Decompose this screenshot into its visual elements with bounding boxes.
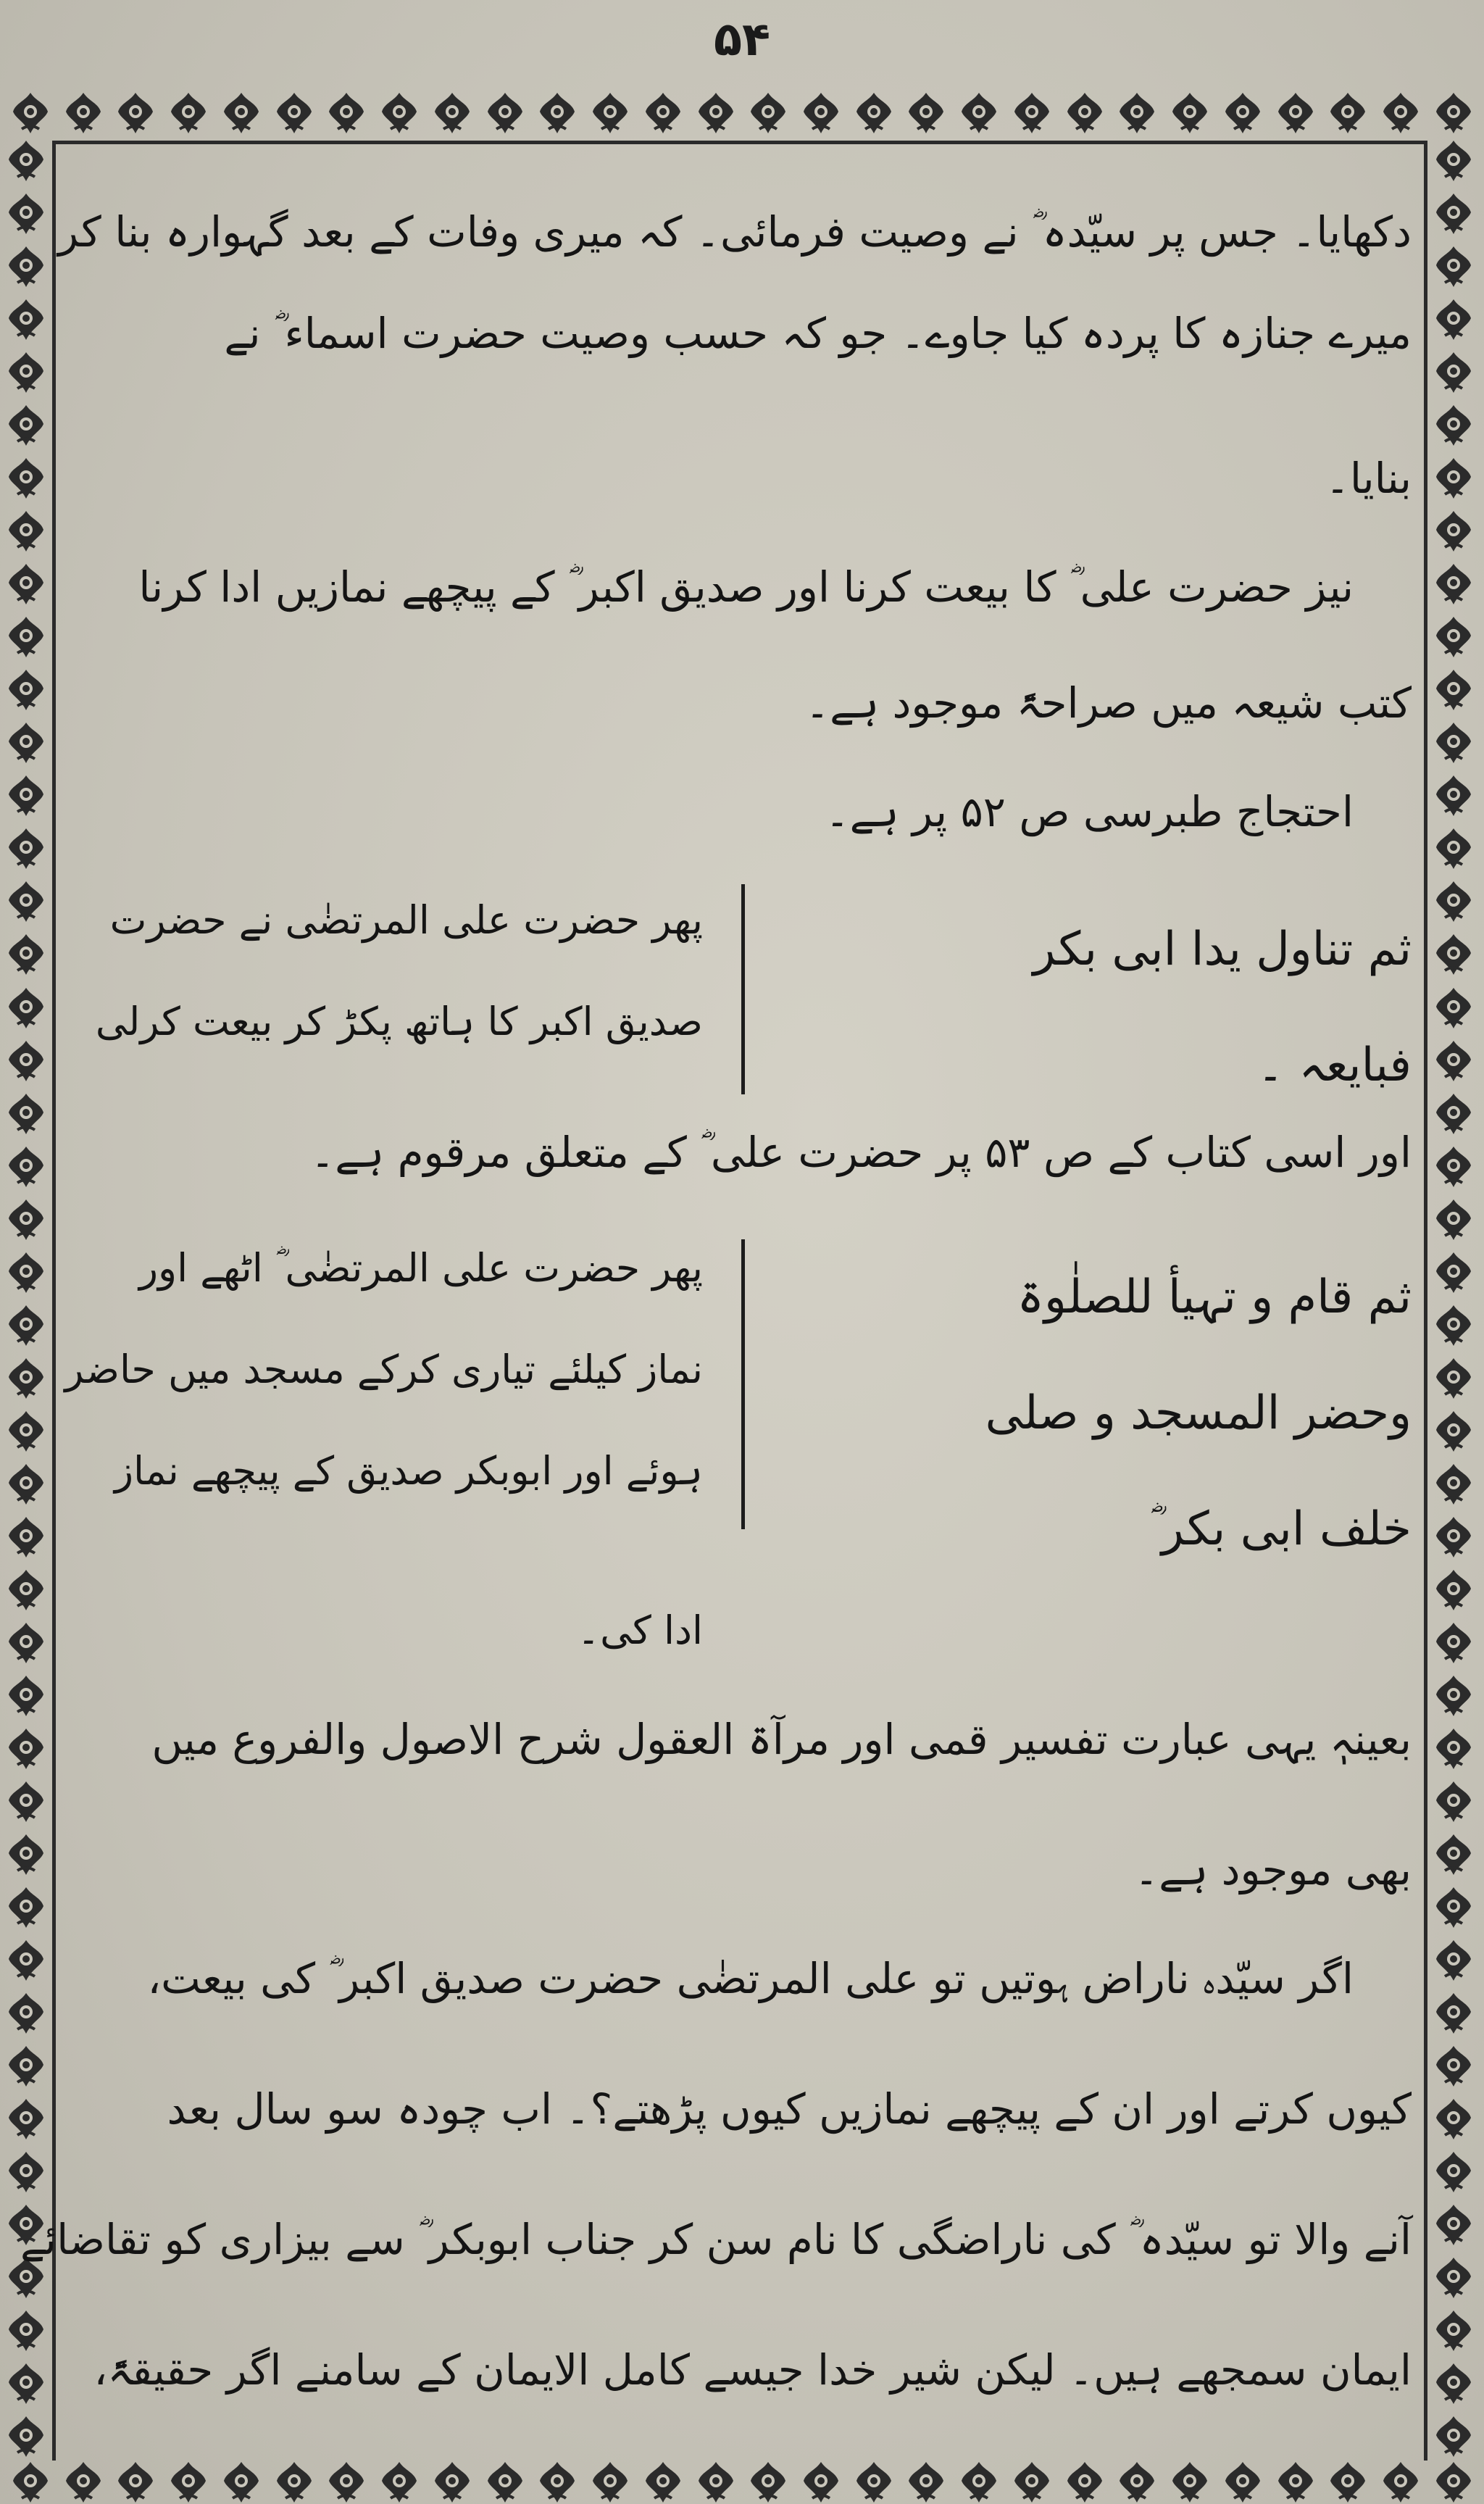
- flower-ornament-icon: [3, 1302, 49, 1349]
- quote-2-arabic-line-3: خلف ابی بکر ؓ: [1149, 1502, 1412, 1556]
- flower-ornament-icon: [851, 90, 897, 136]
- flower-ornament-icon: [271, 2461, 317, 2504]
- flower-ornament-icon: [1114, 90, 1160, 136]
- quote-2-divider: [741, 1239, 745, 1529]
- flower-ornament-icon: [1430, 455, 1477, 502]
- flower-ornament-icon: [1430, 2413, 1477, 2460]
- flower-ornament-icon: [3, 1408, 49, 1455]
- flower-ornament-icon: [1430, 2255, 1477, 2301]
- flower-ornament-icon: [112, 90, 159, 136]
- flower-ornament-icon: [3, 1937, 49, 1984]
- paragraph-1-line-3: بنایا۔: [1325, 454, 1412, 503]
- flower-ornament-icon: [693, 90, 739, 136]
- flower-ornament-icon: [1430, 1990, 1477, 2037]
- flower-ornament-icon: [3, 296, 49, 343]
- flower-ornament-icon: [112, 2461, 159, 2504]
- flower-ornament-icon: [3, 825, 49, 872]
- flower-ornament-icon: [1325, 90, 1371, 136]
- flower-ornament-icon: [1430, 1091, 1477, 1137]
- flower-ornament-icon: [3, 1249, 49, 1296]
- flower-ornament-icon: [1430, 667, 1477, 713]
- flower-ornament-icon: [1430, 825, 1477, 872]
- paragraph-4-line-2: بھی موجود ہے۔: [1134, 1845, 1412, 1894]
- flower-ornament-icon: [1430, 2043, 1477, 2089]
- quote-1-urdu-line-1: پھر حضرت علی المرتضٰی نے حضرت: [109, 897, 703, 943]
- flower-ornament-icon: [1430, 1831, 1477, 1878]
- flower-ornament-icon: [1430, 1197, 1477, 1243]
- flower-ornament-icon: [1430, 931, 1477, 978]
- flower-ornament-icon: [1430, 2461, 1477, 2504]
- flower-ornament-icon: [3, 1990, 49, 2037]
- flower-ornament-icon: [60, 90, 107, 136]
- flower-ornament-icon: [956, 90, 1002, 136]
- flower-ornament-icon: [165, 2461, 212, 2504]
- page-body: [20, 159, 1412, 2446]
- flower-ornament-icon: [3, 878, 49, 925]
- flower-ornament-icon: [3, 1144, 49, 1190]
- flower-ornament-icon: [3, 1091, 49, 1137]
- flower-ornament-icon: [640, 2461, 686, 2504]
- flower-ornament-icon: [534, 2461, 580, 2504]
- ornamental-border-left: [0, 138, 52, 2461]
- flower-ornament-icon: [1272, 90, 1319, 136]
- flower-ornament-icon: [1167, 2461, 1213, 2504]
- flower-ornament-icon: [693, 2461, 739, 2504]
- flower-ornament-icon: [1062, 2461, 1108, 2504]
- flower-ornament-icon: [3, 1620, 49, 1666]
- flower-ornament-icon: [3, 244, 49, 290]
- flower-ornament-icon: [1430, 1937, 1477, 1984]
- paragraph-2-line-3: احتجاج طبرسی ص ۵۲ پر ہے۔: [825, 787, 1354, 836]
- flower-ornament-icon: [3, 614, 49, 660]
- flower-ornament-icon: [3, 2308, 49, 2354]
- flower-ornament-icon: [1325, 2461, 1371, 2504]
- flower-ornament-icon: [1430, 773, 1477, 819]
- flower-ornament-icon: [3, 1726, 49, 1772]
- flower-ornament-icon: [3, 2096, 49, 2142]
- flower-ornament-icon: [3, 773, 49, 819]
- flower-ornament-icon: [218, 2461, 264, 2504]
- flower-ornament-icon: [3, 1673, 49, 1719]
- flower-ornament-icon: [3, 402, 49, 449]
- quote-1-arabic-line-1: ثم تناول یدا ابی بکر: [1033, 923, 1412, 976]
- flower-ornament-icon: [1430, 296, 1477, 343]
- flower-ornament-icon: [1377, 90, 1424, 136]
- flower-ornament-icon: [1009, 90, 1055, 136]
- flower-ornament-icon: [3, 349, 49, 396]
- page-number: ۵۴: [713, 13, 771, 67]
- frame-rule-right: [1424, 141, 1427, 2461]
- paragraph-5-line-1: اگر سیّدہ ناراض ہوتیں تو علی المرتضٰی حضرت صدیق اکبر ؓ کی بیعت،: [147, 1954, 1354, 2003]
- flower-ornament-icon: [1430, 1884, 1477, 1931]
- flower-ornament-icon: [1430, 1355, 1477, 1402]
- flower-ornament-icon: [1272, 2461, 1319, 2504]
- flower-ornament-icon: [3, 1831, 49, 1878]
- flower-ornament-icon: [851, 2461, 897, 2504]
- flower-ornament-icon: [903, 2461, 949, 2504]
- flower-ornament-icon: [323, 90, 370, 136]
- flower-ornament-icon: [1430, 402, 1477, 449]
- flower-ornament-icon: [3, 455, 49, 502]
- flower-ornament-icon: [587, 90, 633, 136]
- flower-ornament-icon: [271, 90, 317, 136]
- flower-ornament-icon: [1430, 2149, 1477, 2195]
- flower-ornament-icon: [3, 931, 49, 978]
- flower-ornament-icon: [3, 1355, 49, 1402]
- flower-ornament-icon: [429, 90, 475, 136]
- flower-ornament-icon: [798, 90, 844, 136]
- flower-ornament-icon: [903, 90, 949, 136]
- flower-ornament-icon: [3, 1461, 49, 1507]
- flower-ornament-icon: [3, 1884, 49, 1931]
- paragraph-1-line-1: دکھایا۔ جس پر سیّدہ ؓ نے وصیت فرمائی۔ کہ میری وفات کے بعد گہوارہ بنا کر: [58, 207, 1412, 257]
- paragraph-2-line-1: نیز حضرت علی ؓ کا بیعت کرنا اور صدیق اکبر ؓ کے پیچھے نمازیں ادا کرنا: [138, 562, 1354, 612]
- flower-ornament-icon: [1430, 2096, 1477, 2142]
- frame-rule-top: [52, 141, 1427, 144]
- flower-ornament-icon: [587, 2461, 633, 2504]
- flower-ornament-icon: [482, 90, 528, 136]
- flower-ornament-icon: [3, 1038, 49, 1084]
- quote-1-arabic-line-2: فبایعہ ۔: [1256, 1039, 1412, 1092]
- flower-ornament-icon: [1114, 2461, 1160, 2504]
- flower-ornament-icon: [1430, 720, 1477, 766]
- flower-ornament-icon: [1430, 1144, 1477, 1190]
- paragraph-4-line-1: بعینہٖ یہی عبارت تفسیر قمی اور مرآۃ العقول شرح الاصول والفروع میں: [151, 1715, 1412, 1764]
- flower-ornament-icon: [1430, 1779, 1477, 1825]
- flower-ornament-icon: [1430, 614, 1477, 660]
- flower-ornament-icon: [1430, 1673, 1477, 1719]
- flower-ornament-icon: [1430, 349, 1477, 396]
- flower-ornament-icon: [1220, 90, 1266, 136]
- flower-ornament-icon: [1430, 1620, 1477, 1666]
- paragraph-2-line-2: کتب شیعہ میں صراحۃً موجود ہے۔: [805, 678, 1412, 728]
- flower-ornament-icon: [1220, 2461, 1266, 2504]
- flower-ornament-icon: [1377, 2461, 1424, 2504]
- flower-ornament-icon: [429, 2461, 475, 2504]
- flower-ornament-icon: [3, 720, 49, 766]
- flower-ornament-icon: [1430, 1567, 1477, 1613]
- flower-ornament-icon: [7, 2461, 54, 2504]
- paragraph-5-line-4: ایمان سمجھے ہیں۔ لیکن شیر خدا جیسے کامل الایمان کے سامنے اگر حقیقۃً،: [93, 2345, 1412, 2395]
- flower-ornament-icon: [798, 2461, 844, 2504]
- flower-ornament-icon: [1430, 561, 1477, 607]
- flower-ornament-icon: [1430, 985, 1477, 1031]
- ornamental-border-top: [7, 87, 1477, 139]
- paragraph-5-line-2: کیوں کرتے اور ان کے پیچھے نمازیں کیوں پڑھتے؟۔ اب چودہ سو سال بعد: [167, 2084, 1412, 2134]
- flower-ornament-icon: [3, 508, 49, 554]
- flower-ornament-icon: [3, 2043, 49, 2089]
- flower-ornament-icon: [3, 1514, 49, 1560]
- paragraph-1-line-2: میرے جنازہ کا پردہ کیا جاوے۔ جو کہ حسب وصیت حضرت اسماء ؓ نے: [224, 309, 1412, 358]
- flower-ornament-icon: [482, 2461, 528, 2504]
- flower-ornament-icon: [3, 191, 49, 237]
- flower-ornament-icon: [1430, 1726, 1477, 1772]
- flower-ornament-icon: [3, 138, 49, 184]
- flower-ornament-icon: [1430, 1461, 1477, 1507]
- flower-ornament-icon: [956, 2461, 1002, 2504]
- flower-ornament-icon: [1430, 1038, 1477, 1084]
- flower-ornament-icon: [1167, 90, 1213, 136]
- paragraph-5-line-3: آنے والا تو سیّدہ ؓ کی ناراضگی کا نام سن کر جناب ابوبکر ؓ سے بیزاری کو تقاضائے: [20, 2215, 1412, 2264]
- flower-ornament-icon: [1430, 1249, 1477, 1296]
- flower-ornament-icon: [218, 90, 264, 136]
- paragraph-3: اور اسی کتاب کے ص ۵۳ پر حضرت علی ؓ کے متعلق مرقوم ہے۔: [310, 1128, 1412, 1177]
- flower-ornament-icon: [3, 2413, 49, 2460]
- flower-ornament-icon: [640, 90, 686, 136]
- flower-ornament-icon: [3, 985, 49, 1031]
- ornamental-border-bottom: [7, 2461, 1477, 2504]
- flower-ornament-icon: [1430, 138, 1477, 184]
- quote-1-divider: [741, 884, 745, 1094]
- flower-ornament-icon: [1430, 90, 1477, 136]
- flower-ornament-icon: [745, 2461, 791, 2504]
- flower-ornament-icon: [376, 2461, 422, 2504]
- flower-ornament-icon: [3, 2361, 49, 2407]
- flower-ornament-icon: [1430, 878, 1477, 925]
- flower-ornament-icon: [1430, 1408, 1477, 1455]
- flower-ornament-icon: [3, 1567, 49, 1613]
- flower-ornament-icon: [1062, 90, 1108, 136]
- frame-rule-left: [52, 141, 56, 2461]
- quote-2-arabic-line-1: ثم قام و تہیأ للصلٰوۃ: [1017, 1270, 1412, 1324]
- flower-ornament-icon: [745, 90, 791, 136]
- flower-ornament-icon: [165, 90, 212, 136]
- flower-ornament-icon: [7, 90, 54, 136]
- flower-ornament-icon: [60, 2461, 107, 2504]
- quote-2-arabic-line-2: وحضر المسجد و صلی: [985, 1386, 1412, 1440]
- flower-ornament-icon: [376, 90, 422, 136]
- flower-ornament-icon: [534, 90, 580, 136]
- flower-ornament-icon: [3, 561, 49, 607]
- flower-ornament-icon: [1430, 2308, 1477, 2354]
- flower-ornament-icon: [1430, 2361, 1477, 2407]
- flower-ornament-icon: [3, 1197, 49, 1243]
- flower-ornament-icon: [1430, 1302, 1477, 1349]
- ornamental-border-right: [1427, 138, 1480, 2461]
- flower-ornament-icon: [1430, 1514, 1477, 1560]
- quote-2-urdu-line-3: ہوئے اور ابوبکر صدیق کے پیچھے نماز: [114, 1448, 703, 1494]
- flower-ornament-icon: [1009, 2461, 1055, 2504]
- quote-1-urdu-line-2: صدیق اکبر کا ہاتھ پکڑ کر بیعت کرلی: [95, 999, 703, 1044]
- flower-ornament-icon: [1430, 508, 1477, 554]
- flower-ornament-icon: [3, 667, 49, 713]
- flower-ornament-icon: [1430, 191, 1477, 237]
- quote-2-urdu-line-1: پھر حضرت علی المرتضٰی ؓ اٹھے اور: [138, 1245, 703, 1291]
- flower-ornament-icon: [1430, 2202, 1477, 2248]
- flower-ornament-icon: [3, 1779, 49, 1825]
- quote-2-urdu-line-4: ادا کی۔: [577, 1607, 703, 1653]
- quote-2-urdu-line-2: نماز کیلئے تیاری کرکے مسجد میں حاضر: [64, 1347, 703, 1392]
- flower-ornament-icon: [3, 2149, 49, 2195]
- flower-ornament-icon: [1430, 244, 1477, 290]
- flower-ornament-icon: [323, 2461, 370, 2504]
